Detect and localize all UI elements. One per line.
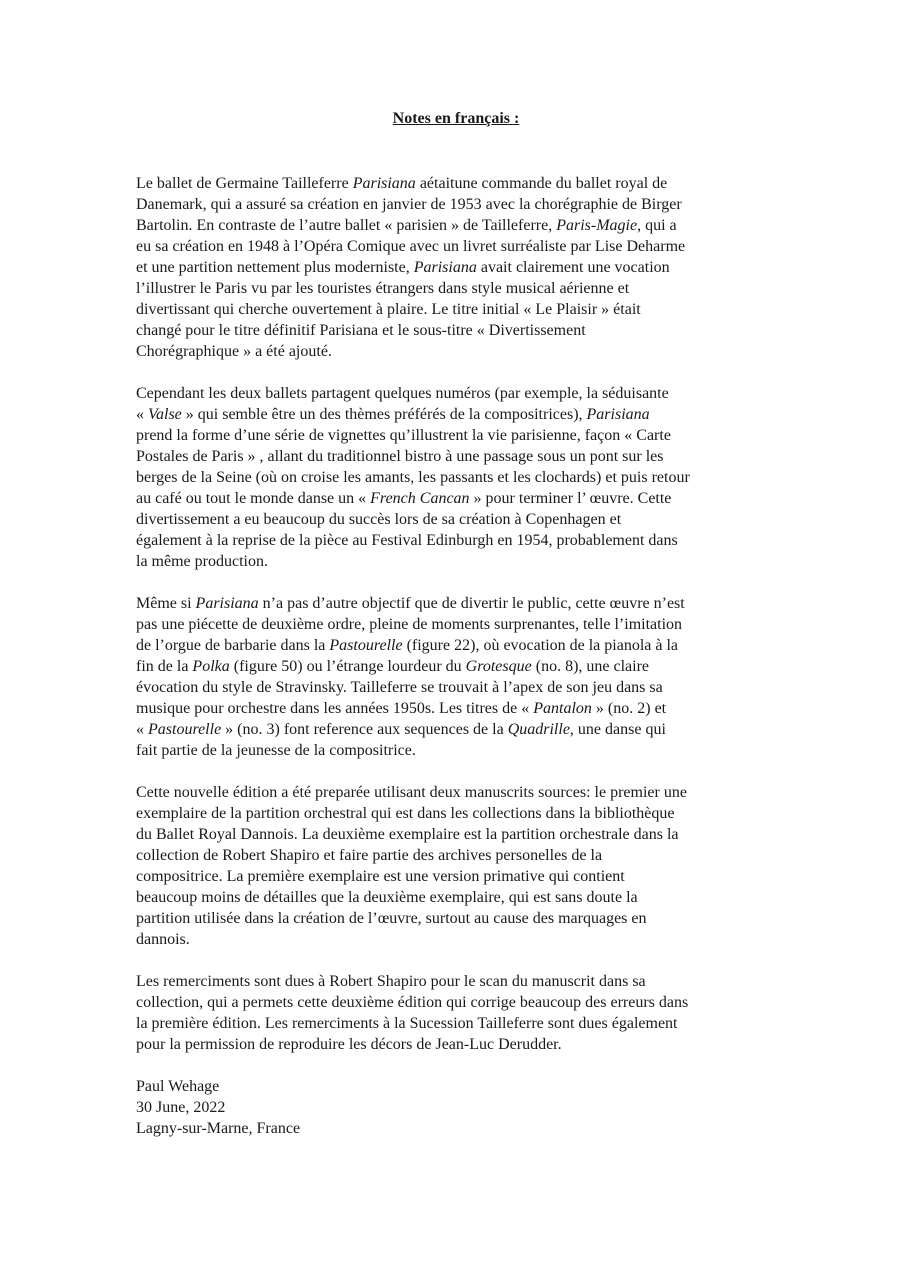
document-page (136, 108, 776, 1160)
text-segment: et une partition nettement plus moderniste, (136, 259, 414, 276)
text-segment: Même si (136, 595, 196, 612)
text-segment: Postales de Paris » , allant du traditionnel bistro à une passage sous un pont sur les (136, 448, 664, 465)
text-segment: partition utilisée dans la création de l’œuvre, surtout au cause des marquages en (136, 910, 647, 927)
italic-title: Valse (148, 406, 182, 423)
text-line (136, 467, 776, 488)
text-segment: également à la reprise de la pièce au Festival Edinburgh en 1954, probablement dans (136, 532, 678, 549)
text-segment: fin de la (136, 658, 193, 675)
text-segment: Chorégraphique » a été ajouté. (136, 343, 332, 360)
text-segment: » pour terminer l’ œuvre. Cette (469, 490, 672, 507)
italic-title: Grotesque (465, 658, 532, 675)
italic-title: Parisiana (195, 595, 259, 612)
text-segment: collection, qui a permets cette deuxième édition qui corrige beaucoup des erreurs dans (136, 994, 689, 1011)
italic-title: Pantalon (533, 700, 592, 717)
text-line (136, 698, 776, 719)
text-segment: dannois. (136, 931, 190, 948)
text-line (136, 383, 776, 404)
text-segment: eu sa création en 1948 à l’Opéra Comique avec un livret surréaliste par Lise Deharme (136, 238, 686, 255)
italic-title: Polka (192, 658, 230, 675)
text-line (136, 341, 776, 362)
text-line (136, 530, 776, 551)
text-line (136, 299, 776, 320)
paragraph-1 (136, 173, 776, 362)
text-line (136, 194, 776, 215)
text-line (136, 803, 776, 824)
text-line (136, 425, 776, 446)
text-segment: Cependant les deux ballets partagent quelques numéros (par exemple, la séduisante (136, 385, 669, 402)
text-segment: fait partie de la jeunesse de la compositrice. (136, 742, 416, 759)
text-segment: pour la permission de reproduire les décors de Jean-Luc Derudder. (136, 1036, 562, 1053)
text-segment: (figure 50) ou l’étrange lourdeur du (229, 658, 466, 675)
text-line (136, 593, 776, 614)
text-segment: Danemark, qui a assuré sa création en janvier de 1953 avec la chorégraphie de Birger (136, 196, 682, 213)
text-line (136, 719, 776, 740)
text-segment: de l’orgue de barbarie dans la (136, 637, 330, 654)
italic-title: French Cancan (370, 490, 470, 507)
italic-title: Quadrille (507, 721, 570, 738)
signature-block (136, 1076, 776, 1139)
text-segment: Cette nouvelle édition a été preparée utilisant deux manuscrits sources: le premier une (136, 784, 687, 801)
text-segment: la même production. (136, 553, 268, 570)
text-segment: exemplaire de la partition orchestral qui est dans les collections dans la bibliothèque (136, 805, 675, 822)
text-line (136, 404, 776, 425)
text-line (136, 1013, 776, 1034)
text-line (136, 740, 776, 761)
text-line (136, 173, 776, 194)
text-segment: » (no. 2) et (591, 700, 667, 717)
text-segment: divertissement a eu beaucoup du succès lors de sa création à Copenhagen et (136, 511, 622, 528)
text-segment: pas une piécette de deuxième ordre, pleine de moments surprenantes, telle l’imitation (136, 616, 683, 633)
text-line (136, 551, 776, 572)
text-segment: l’illustrer le Paris vu par les touristes étrangers dans style musical aérienne et (136, 280, 630, 297)
italic-title: Parisiana (352, 175, 416, 192)
text-segment: au café ou tout le monde danse un « (136, 490, 371, 507)
text-segment: beaucoup moins de détailles que la deuxième exemplaire, qui est sans doute la (136, 889, 638, 906)
text-segment: divertissant qui cherche ouvertement à plaire. Le titre initial « Le Plaisir » était (136, 301, 641, 318)
text-segment: » qui semble être un des thèmes préférés de la compositrices), (181, 406, 587, 423)
text-segment: Bartolin. En contraste de l’autre ballet « parisien » de Tailleferre, (136, 217, 557, 234)
italic-title: Parisiana (586, 406, 650, 423)
text-line (136, 845, 776, 866)
text-segment: compositrice. La première exemplaire est une version primative qui contient (136, 868, 625, 885)
text-line (136, 488, 776, 509)
text-segment: évocation du style de Stravinsky. Tailleferre se trouvait à l’apex de son jeu dans sa (136, 679, 663, 696)
text-segment: n’a pas d’autre objectif que de divertir le public, cette œuvre n’est (258, 595, 685, 612)
text-line (136, 782, 776, 803)
italic-title: Pastourelle (329, 637, 403, 654)
text-segment: prend la forme d’une série de vignettes qu’illustrent la vie parisienne, façon « Carte (136, 427, 671, 444)
paragraph-4 (136, 782, 776, 950)
text-segment: , qui a (637, 217, 677, 234)
signature-place: Lagny-sur-Marne, France (136, 1120, 301, 1137)
italic-title: Paris-Magie (556, 217, 638, 234)
text-line (136, 509, 776, 530)
italic-title: Parisiana (413, 259, 477, 276)
text-segment: berges de la Seine (où on croise les amants, les passants et les clochards) et puis retour (136, 469, 690, 486)
text-line (136, 866, 776, 887)
text-line (136, 320, 776, 341)
text-line (136, 635, 776, 656)
text-segment: Les remerciments sont dues à Robert Shapiro pour le scan du manuscrit dans sa (136, 973, 646, 990)
text-line (136, 887, 776, 908)
text-line (136, 1034, 776, 1055)
text-segment: la première édition. Les remerciments à la Sucession Tailleferre sont dues également (136, 1015, 678, 1032)
text-line (136, 446, 776, 467)
text-segment: (figure 22), où evocation de la pianola à la (402, 637, 679, 654)
text-line (136, 257, 776, 278)
text-segment: « (136, 406, 148, 423)
paragraph-3 (136, 593, 776, 761)
notes-body (136, 173, 776, 1055)
signature-name: Paul Wehage (136, 1078, 220, 1095)
text-line (136, 908, 776, 929)
text-segment: du Ballet Royal Dannois. La deuxième exemplaire est la partition orchestrale dans la (136, 826, 679, 843)
paragraph-2 (136, 383, 776, 572)
text-segment: aétaitune commande du ballet royal de (415, 175, 668, 192)
signature-date: 30 June, 2022 (136, 1099, 226, 1116)
text-line (136, 929, 776, 950)
page-title: Notes en français : (392, 110, 520, 127)
text-segment: « (136, 721, 148, 738)
text-segment: changé pour le titre définitif Parisiana et le sous-titre « Divertissement (136, 322, 586, 339)
text-segment: collection de Robert Shapiro et faire partie des archives personelles de la (136, 847, 603, 864)
text-line (136, 824, 776, 845)
text-line (136, 971, 776, 992)
text-segment: Le ballet de Germaine Tailleferre (136, 175, 353, 192)
text-line (136, 656, 776, 677)
text-line (136, 278, 776, 299)
text-segment: » (no. 3) font reference aux sequences de la (221, 721, 508, 738)
text-line (136, 215, 776, 236)
text-segment: , une danse qui (569, 721, 666, 738)
text-line (136, 236, 776, 257)
text-line (136, 992, 776, 1013)
text-segment: avait clairement une vocation (476, 259, 670, 276)
text-line (136, 614, 776, 635)
italic-title: Pastourelle (148, 721, 222, 738)
paragraph-5 (136, 971, 776, 1055)
text-segment: (no. 8), une claire (531, 658, 650, 675)
text-segment: musique pour orchestre dans les années 1950s. Les titres de « (136, 700, 534, 717)
text-line (136, 677, 776, 698)
